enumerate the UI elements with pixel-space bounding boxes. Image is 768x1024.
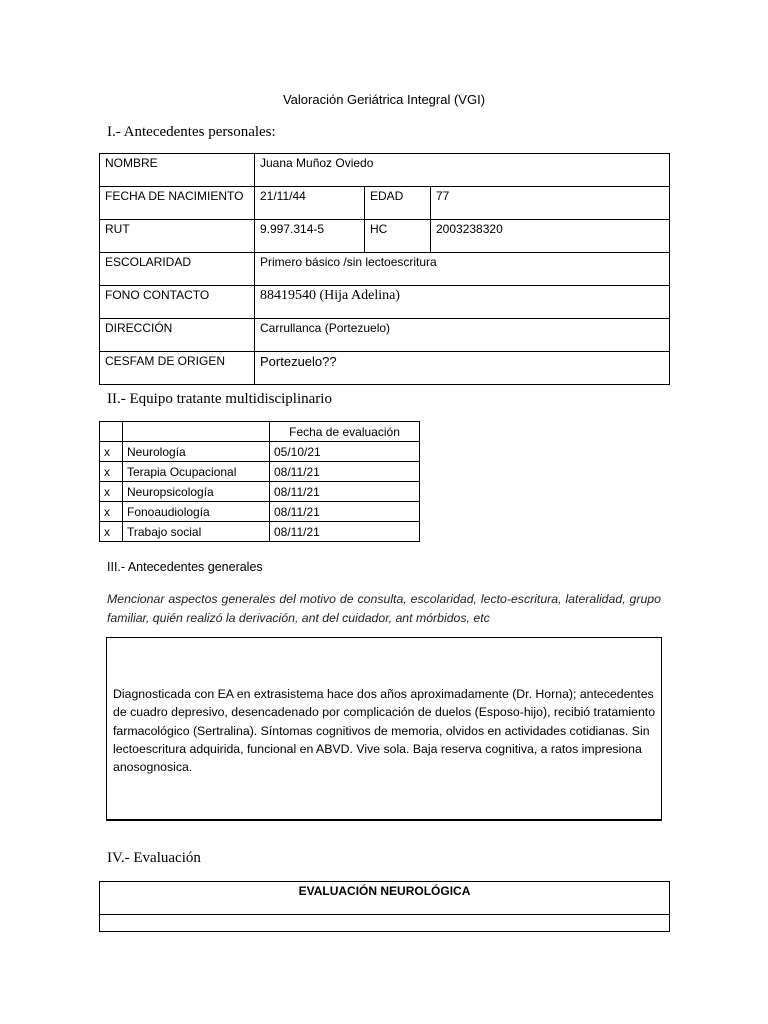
section3-heading: III.- Antecedentes generales (107, 560, 263, 574)
area-name: Neurología (123, 442, 270, 462)
section2-heading: II.- Equipo tratante multidisciplinario (107, 391, 332, 407)
table-row (100, 482, 420, 502)
area-name: Trabajo social (123, 522, 270, 542)
header-empty-cell (123, 422, 270, 442)
rut-value: 9.997.314-5 (255, 220, 365, 253)
rut-label: RUT (100, 220, 255, 253)
team-table (99, 421, 420, 542)
section4-heading: IV.- Evaluación (107, 850, 201, 866)
check-mark: x (100, 502, 123, 522)
hc-value: 2003238320 (431, 220, 670, 253)
header-empty-cell (100, 422, 123, 442)
fono-value: 88419540 (Hija Adelina) (255, 286, 670, 319)
evaluation-date: 08/11/21 (270, 502, 420, 522)
neuro-evaluation-header: EVALUACIÓN NEUROLÓGICA (100, 882, 670, 915)
area-name: Terapia Ocupacional (123, 462, 270, 482)
table-row (100, 319, 670, 352)
table-row (100, 442, 420, 462)
section3-instructions: Mencionar aspectos generales del motivo de consulta, escolaridad, lecto-escritura, lateralidad, grupo familiar, quién realizó la derivación, ant del cuidador, ant mórbidos, etc (107, 592, 661, 625)
table-row (100, 220, 670, 253)
table-row (100, 522, 420, 542)
table-row (100, 462, 420, 482)
table-row (100, 154, 670, 187)
escolaridad-value: Primero básico /sin lectoescritura (255, 253, 670, 286)
check-mark: x (100, 442, 123, 462)
evaluation-date: 08/11/21 (270, 462, 420, 482)
hc-label: HC (365, 220, 431, 253)
table-row (100, 422, 420, 442)
edad-label: EDAD (365, 187, 431, 220)
direccion-label: DIRECCIÓN (100, 319, 255, 352)
table-row (100, 352, 670, 385)
area-name: Neuropsicología (123, 482, 270, 502)
document-title: Valoración Geriátrica Integral (VGI) (282, 92, 486, 107)
area-name: Fonoaudiología (123, 502, 270, 522)
escolaridad-label: ESCOLARIDAD (100, 253, 255, 286)
edad-value: 77 (431, 187, 670, 220)
evaluation-date: 08/11/21 (270, 522, 420, 542)
fecha-nacimiento-value: 21/11/44 (255, 187, 365, 220)
table-row (100, 187, 670, 220)
evaluation-date: 08/11/21 (270, 482, 420, 502)
section1-heading: I.- Antecedentes personales: (107, 124, 276, 140)
direccion-value: Carrullanca (Portezuelo) (255, 319, 670, 352)
evaluation-date: 05/10/21 (270, 442, 420, 462)
table-row (100, 286, 670, 319)
neuro-evaluation-table (99, 881, 670, 932)
personal-data-table (99, 153, 670, 385)
date-header: Fecha de evaluación (270, 422, 420, 442)
check-mark: x (100, 482, 123, 502)
empty-cell (100, 915, 670, 932)
cesfam-value: Portezuelo?? (255, 352, 670, 385)
nombre-value: Juana Muñoz Oviedo (255, 154, 670, 187)
nombre-label: NOMBRE (100, 154, 255, 187)
table-row (100, 502, 420, 522)
fono-label: FONO CONTACTO (100, 286, 255, 319)
cesfam-label: CESFAM DE ORIGEN (100, 352, 255, 385)
table-row (100, 915, 670, 932)
fecha-nacimiento-label: FECHA DE NACIMIENTO (100, 187, 255, 220)
check-mark: x (100, 522, 123, 542)
table-row (100, 253, 670, 286)
table-row (100, 882, 670, 915)
check-mark: x (100, 462, 123, 482)
general-antecedents-text: Diagnosticada con EA en extrasistema hace dos años aproximadamente (Dr. Horna); antecedentes de cuadro depresivo, desencadenado por complicación de duelos (Esposo-hijo), recibió tratamiento farmacológico (Sertralina). Síntomas cognitivos de memoria, olvidos en actividades cotidianas. Sin lectoescritura adquirida, funcional en ABVD. Vive sola. Baja reserva cognitiva, a ratos impresiona anosognosica. (113, 687, 656, 775)
